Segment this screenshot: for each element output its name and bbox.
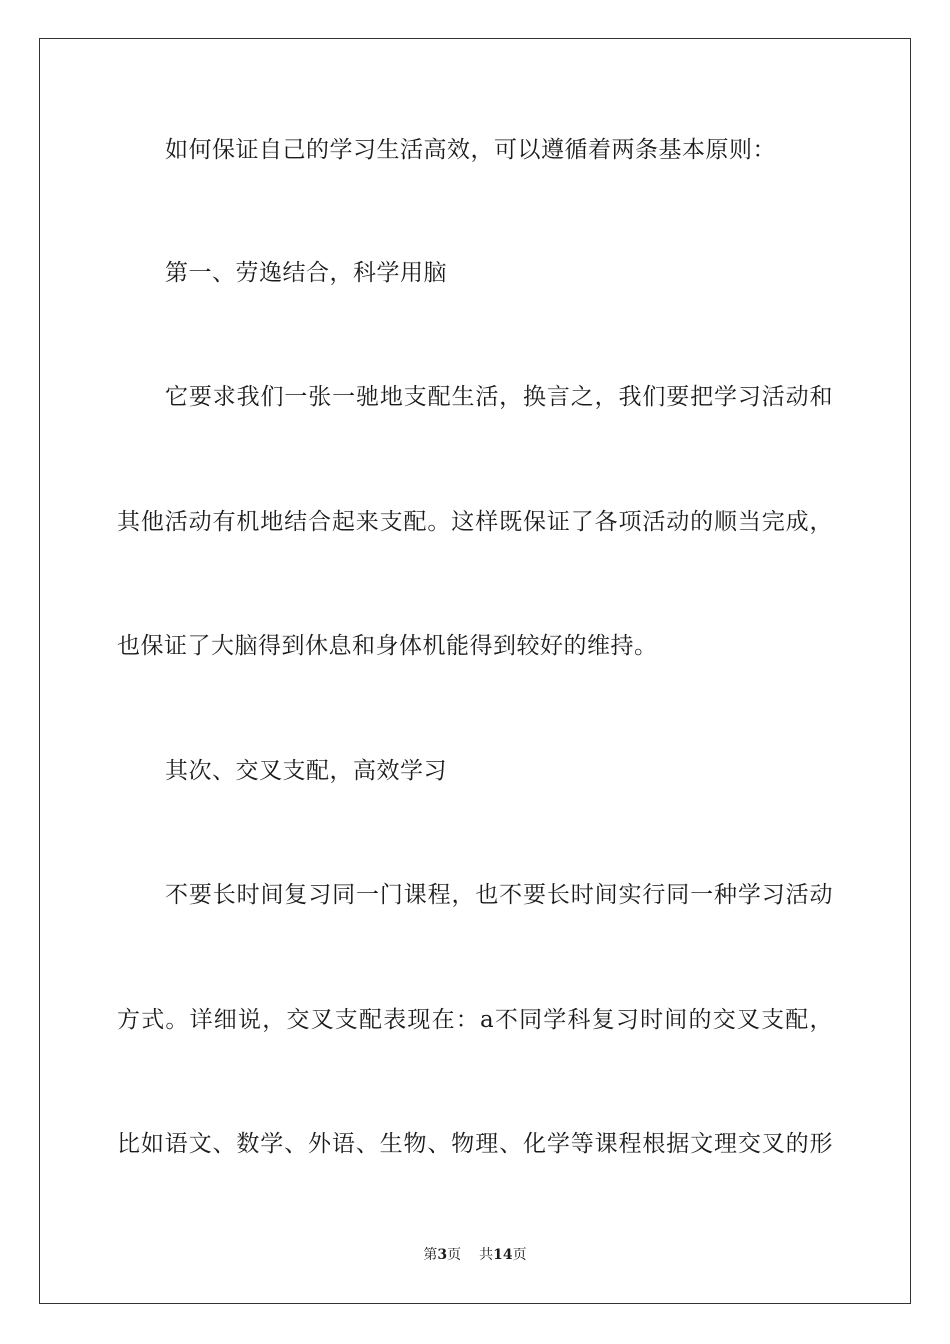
paragraph-line-4: 其他活动有机地结合起来支配。这样既保证了各项活动的顺当完成， <box>117 509 833 535</box>
paragraph-line-3: 它要求我们一张一驰地支配生活，换言之，我们要把学习活动和 <box>165 384 833 410</box>
page-prefix: 第 <box>423 1247 438 1263</box>
page-total: 14 <box>493 1247 513 1263</box>
section-heading-1: 第一、劳逸结合，科学用脑 <box>165 260 447 286</box>
paragraph-line-8: 方式。详细说，交叉支配表现在：a不同学科复习时间的交叉支配， <box>117 1007 833 1033</box>
paragraph-line-7: 不要长时间复习同一门课程，也不要长时间实行同一种学习活动 <box>165 882 833 908</box>
page-footer <box>0 1246 950 1264</box>
total-suffix: 页 <box>512 1247 527 1263</box>
paragraph-line-9: 比如语文、数学、外语、生物、物理、化学等课程根据文理交叉的形 <box>117 1131 833 1157</box>
page-suffix: 页 <box>447 1247 462 1263</box>
page-current: 3 <box>437 1247 448 1263</box>
total-prefix: 共 <box>479 1247 494 1263</box>
section-heading-2: 其次、交叉支配，高效学习 <box>165 758 447 784</box>
page-frame <box>39 38 911 1304</box>
paragraph-line-1: 如何保证自己的学习生活高效，可以遵循着两条基本原则： <box>165 137 776 163</box>
paragraph-line-5: 也保证了大脑得到休息和身体机能得到较好的维持。 <box>117 633 658 659</box>
